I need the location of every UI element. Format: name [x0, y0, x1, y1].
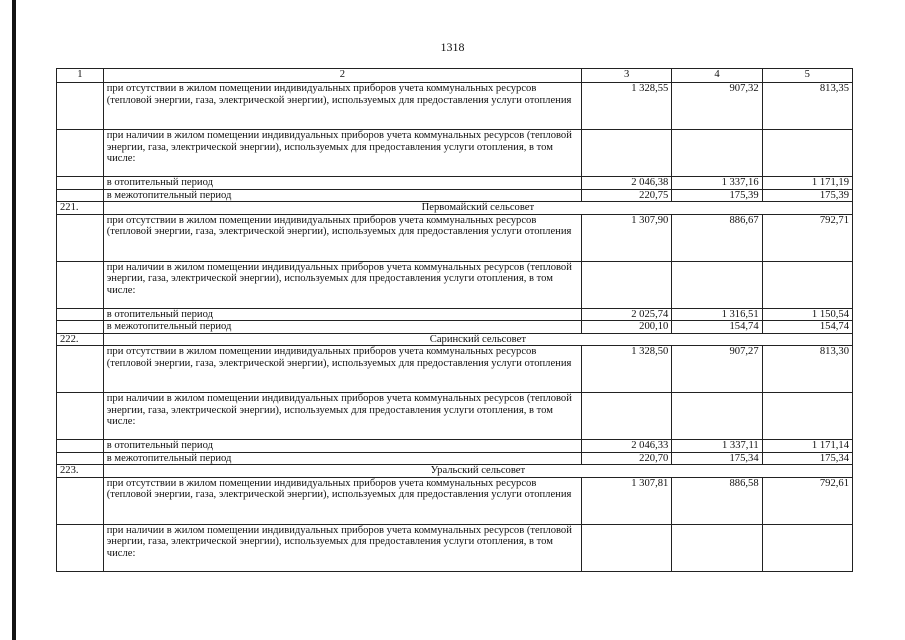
row-number-cell — [57, 393, 104, 440]
row-description: при отсутствии в жилом помещении индивидуальных приборов учета коммунальных ресурсов (тепловой энергии, газа, электрической энергии), используемых для предоставления услуги отопления — [103, 346, 581, 393]
row-number-cell — [57, 440, 104, 453]
table-row — [57, 308, 853, 321]
section-number: 223. — [57, 465, 104, 478]
value-col5: 175,39 — [762, 189, 852, 202]
header-cell: 2 — [103, 69, 581, 83]
value-col4: 154,74 — [672, 321, 762, 334]
row-number-cell — [57, 130, 104, 177]
section-number: 222. — [57, 333, 104, 346]
value-col4 — [672, 393, 762, 440]
value-col4: 175,34 — [672, 452, 762, 465]
section-title: Саринский сельсовет — [103, 333, 852, 346]
value-col5: 175,34 — [762, 452, 852, 465]
value-col3 — [581, 524, 671, 571]
value-col3: 220,70 — [581, 452, 671, 465]
table-row — [57, 452, 853, 465]
table-row — [57, 214, 853, 261]
row-description: при наличии в жилом помещении индивидуальных приборов учета коммунальных ресурсов (тепловой энергии, газа, электрической энергии), используемых для предоставления услуги отопления, в том числе: — [103, 130, 581, 177]
value-col3 — [581, 393, 671, 440]
value-col3 — [581, 130, 671, 177]
value-col4: 886,67 — [672, 214, 762, 261]
header-cell: 1 — [57, 69, 104, 83]
value-col5: 154,74 — [762, 321, 852, 334]
value-col3: 220,75 — [581, 189, 671, 202]
value-col5: 792,71 — [762, 214, 852, 261]
row-description: в межотопительный период — [103, 321, 581, 334]
value-col4: 886,58 — [672, 477, 762, 524]
row-number-cell — [57, 214, 104, 261]
header-cell: 3 — [581, 69, 671, 83]
value-col3: 2 025,74 — [581, 308, 671, 321]
table-row — [57, 321, 853, 334]
value-col3 — [581, 261, 671, 308]
table-row — [57, 440, 853, 453]
row-description: в отопительный период — [103, 308, 581, 321]
value-col4: 1 316,51 — [672, 308, 762, 321]
row-number-cell — [57, 346, 104, 393]
row-description: в отопительный период — [103, 177, 581, 190]
header-cell: 5 — [762, 69, 852, 83]
row-description: при наличии в жилом помещении индивидуальных приборов учета коммунальных ресурсов (тепловой энергии, газа, электрической энергии), используемых для предоставления услуги отопления, в том числе: — [103, 524, 581, 571]
section-number: 221. — [57, 202, 104, 215]
table-row — [57, 346, 853, 393]
value-col5: 813,35 — [762, 83, 852, 130]
row-number-cell — [57, 177, 104, 190]
table-header-row — [57, 69, 853, 83]
value-col3: 1 307,81 — [581, 477, 671, 524]
table-row — [57, 83, 853, 130]
value-col3: 2 046,38 — [581, 177, 671, 190]
row-number-cell — [57, 452, 104, 465]
row-description: при отсутствии в жилом помещении индивидуальных приборов учета коммунальных ресурсов (тепловой энергии, газа, электрической энергии), используемых для предоставления услуги отопления — [103, 83, 581, 130]
header-cell: 4 — [672, 69, 762, 83]
table-row — [57, 189, 853, 202]
row-number-cell — [57, 308, 104, 321]
table-row — [57, 261, 853, 308]
row-description: при отсутствии в жилом помещении индивидуальных приборов учета коммунальных ресурсов (тепловой энергии, газа, электрической энергии), используемых для предоставления услуги отопления — [103, 477, 581, 524]
value-col5: 1 171,19 — [762, 177, 852, 190]
value-col5 — [762, 130, 852, 177]
value-col5 — [762, 261, 852, 308]
value-col4: 1 337,16 — [672, 177, 762, 190]
page-number: 1318 — [440, 40, 465, 54]
value-col4: 175,39 — [672, 189, 762, 202]
table-row — [57, 524, 853, 571]
table-row — [57, 477, 853, 524]
value-col5: 1 150,54 — [762, 308, 852, 321]
value-col4 — [672, 524, 762, 571]
value-col3: 1 328,50 — [581, 346, 671, 393]
row-description: в межотопительный период — [103, 452, 581, 465]
section-title: Первомайский сельсовет — [103, 202, 852, 215]
value-col5: 813,30 — [762, 346, 852, 393]
value-col4: 907,27 — [672, 346, 762, 393]
section-header-row — [57, 465, 853, 478]
table-row — [57, 393, 853, 440]
row-description: при наличии в жилом помещении индивидуальных приборов учета коммунальных ресурсов (тепловой энергии, газа, электрической энергии), используемых для предоставления услуги отопления, в том числе: — [103, 393, 581, 440]
row-description: при отсутствии в жилом помещении индивидуальных приборов учета коммунальных ресурсов (тепловой энергии, газа, электрической энергии), используемых для предоставления услуги отопления — [103, 214, 581, 261]
value-col3: 200,10 — [581, 321, 671, 334]
tariff-table — [56, 68, 853, 572]
value-col3: 1 328,55 — [581, 83, 671, 130]
value-col3: 2 046,33 — [581, 440, 671, 453]
table-row — [57, 177, 853, 190]
row-number-cell — [57, 321, 104, 334]
row-description: при наличии в жилом помещении индивидуальных приборов учета коммунальных ресурсов (тепловой энергии, газа, электрической энергии), используемых для предоставления услуги отопления, в том числе: — [103, 261, 581, 308]
value-col5: 792,61 — [762, 477, 852, 524]
value-col5 — [762, 524, 852, 571]
table-row — [57, 130, 853, 177]
scan-edge-bar — [12, 0, 16, 640]
row-number-cell — [57, 261, 104, 308]
row-number-cell — [57, 189, 104, 202]
row-number-cell — [57, 477, 104, 524]
value-col4 — [672, 261, 762, 308]
section-header-row — [57, 333, 853, 346]
row-description: в отопительный период — [103, 440, 581, 453]
value-col5: 1 171,14 — [762, 440, 852, 453]
value-col4: 1 337,11 — [672, 440, 762, 453]
row-number-cell — [57, 83, 104, 130]
value-col4 — [672, 130, 762, 177]
section-header-row — [57, 202, 853, 215]
row-description: в межотопительный период — [103, 189, 581, 202]
value-col4: 907,32 — [672, 83, 762, 130]
value-col5 — [762, 393, 852, 440]
section-title: Уральский сельсовет — [103, 465, 852, 478]
value-col3: 1 307,90 — [581, 214, 671, 261]
row-number-cell — [57, 524, 104, 571]
